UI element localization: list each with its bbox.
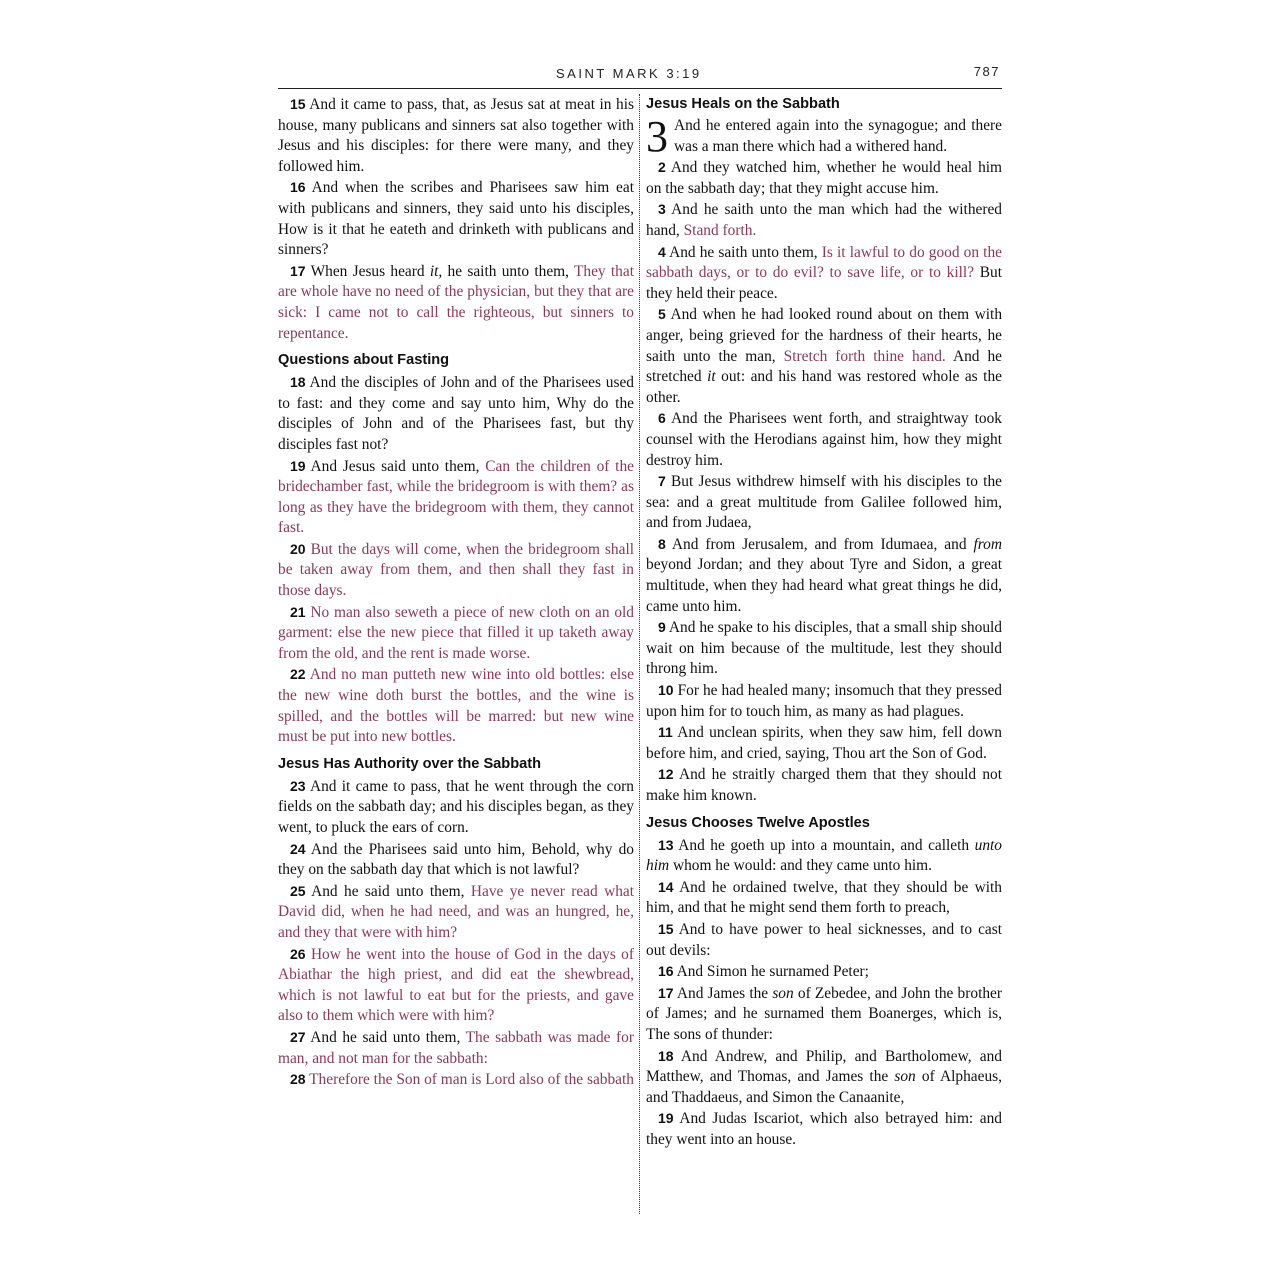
section-heading: Jesus Heals on the Sabbath xyxy=(646,96,840,112)
left-column xyxy=(278,94,634,1091)
verse-3-5: 5 And when he had looked round about on them with anger, being grieved for the hardness of their hearts, he saith unto the man, Stretch forth thine hand. And he stretched it out: and his hand was restored whole as the other. xyxy=(646,306,1003,406)
verse-2-15: 15 And it came to pass, that, as Jesus sat at meat in his house, many publicans and sinners sat also together with Jesus and his disciples: for there were many, and they followed him. xyxy=(278,96,634,175)
verse-2-18: 18 And the disciples of John and of the Pharisees used to fast: and they come and say unto him, Why do the disciples of John and of the Pharisees fast, but thy disciples fast not? xyxy=(278,374,634,453)
verse-3-6: 6 And the Pharisees went forth, and straightway took counsel with the Herodians against him, how they might destroy him. xyxy=(646,410,1002,469)
chapter-number: 3 xyxy=(646,112,668,161)
verse-3-10: 10 For he had healed many; insomuch that they pressed upon him for to touch him, as many as had plagues. xyxy=(646,682,1002,720)
verse-2-28: 28 Therefore the Son of man is Lord also of the sabbath xyxy=(290,1071,634,1089)
verse-3-7: 7 But Jesus withdrew himself with his disciples to the sea: and a great multitude from Galilee followed him, and from Judaea, xyxy=(646,473,1002,532)
verse-3-4: 4 And he saith unto them, Is it lawful to do good on the sabbath days, or to do evil? to save life, or to kill? But they held their peace. xyxy=(646,243,1002,302)
verse-2-20: 20 But the days will come, when the bridegroom shall be taken away from them, and then shall they fast in those days. xyxy=(278,540,634,600)
verse-3-14: 14 And he ordained twelve, that they should be with him, and that he might send them forth to preach, xyxy=(646,878,1002,917)
section-heading: Jesus Has Authority over the Sabbath xyxy=(278,755,542,772)
verse-3-13: 13 And he goeth up into a mountain, and calleth unto him whom he would: and they came unto him. xyxy=(646,836,1002,875)
verse-3-18: 18 And Andrew, and Philip, and Bartholomew, and Matthew, and Thomas, and James the son of Alphaeus, and Thaddaeus, and Simon the Canaanite, xyxy=(646,1047,1002,1106)
page-header xyxy=(278,64,1002,89)
words-of-jesus: They that are whole have no need of the physician, but they that are sick: I came not to call the righteous, but sinners to repentance. xyxy=(278,262,634,342)
column-divider xyxy=(639,94,640,1214)
page-number: 787 xyxy=(973,64,1000,79)
verse-3-17: 17 And James the son of Zebedee, and John the brother of James; and he surnamed them Boanerges, which is, The sons of thunder: xyxy=(646,984,1002,1043)
right-column xyxy=(646,94,1002,1151)
verse-3-15: 15 And to have power to heal sicknesses, and to cast out devils: xyxy=(646,920,1002,959)
verse-2-26: 26 How he went into the house of God in the days of Abiathar the high priest, and did eat the shewbread, which is not lawful to eat but for the priests, and gave also to them which were with him? xyxy=(278,945,634,1025)
verse-2-24: 24 And the Pharisees said unto him, Behold, why do they on the sabbath day that which is not lawful? xyxy=(278,840,634,879)
section-heading: Questions about Fasting xyxy=(278,352,450,369)
section-heading: Jesus Chooses Twelve Apostles xyxy=(646,814,870,831)
verse-3-16: 16 And Simon he surnamed Peter; xyxy=(658,963,869,981)
verse-3-11: 11 And unclean spirits, when they saw him, fell down before him, and cried, saying, Thou art the Son of God. xyxy=(646,724,1003,762)
verse-2-23: 23 And it came to pass, that he went through the corn fields on the sabbath day; and his disciples began, as they went, to pluck the ears of corn. xyxy=(278,777,635,836)
verse-2-19: 19 And Jesus said unto them, Can the children of the bridechamber fast, while the bridegroom is with them? as long as they have the bridegroom with them, they cannot fast. xyxy=(278,457,634,537)
verse-3-1: 3 And he entered again into the synagogue; and there was a man there which had a withered hand. xyxy=(646,112,1002,161)
verse-3-9: 9 And he spake to his disciples, that a small ship should wait on him because of the multitude, lest they should throng him. xyxy=(646,619,1002,678)
verse-3-2: 2 And they watched him, whether he would heal him on the sabbath day; that they might accuse him. xyxy=(646,159,1003,197)
verse-2-22: 22 And no man putteth new wine into old bottles: else the new wine doth burst the bottles, and the wine is spilled, and the bottles will be marred: but new wine must be put into new bottles. xyxy=(278,666,634,746)
verse-2-25: 25 And he said unto them, Have ye never read what David did, when he had need, and was an hungred, he, and they that were with him? xyxy=(278,882,634,941)
verse-2-21: 21 No man also seweth a piece of new cloth on an old garment: else the new piece that filled it up taketh away from the old, and the rent is made worse. xyxy=(278,603,634,662)
verse-3-19: 19 And Judas Iscariot, which also betrayed him: and they went into an house. xyxy=(646,1110,1002,1148)
verse-3-12: 12 And he straitly charged them that they should not make him known. xyxy=(646,766,1002,804)
verse-3-3: 3 And he saith unto the man which had the withered hand, Stand forth. xyxy=(646,201,1003,239)
verse-2-17: 17 When Jesus heard it, he saith unto them, They that are whole have no need of the physician, but they that are sick: I came not to call the righteous, but sinners to repentance. xyxy=(278,262,634,342)
verse-3-8: 8 And from Jerusalem, and from Idumaea, and from beyond Jordan; and they about Tyre and Sidon, a great multitude, when they had heard what great things he did, came unto him. xyxy=(646,535,1002,615)
running-head: SAINT MARK 3:19 xyxy=(556,66,702,81)
verse-2-27: 27 And he said unto them, The sabbath was made for man, and not man for the sabbath: xyxy=(278,1028,635,1067)
verse-2-16: 16 And when the scribes and Pharisees saw him eat with publicans and sinners, they said unto his disciples, How is it that he eateth and drinketh with publicans and sinners? xyxy=(278,179,634,259)
